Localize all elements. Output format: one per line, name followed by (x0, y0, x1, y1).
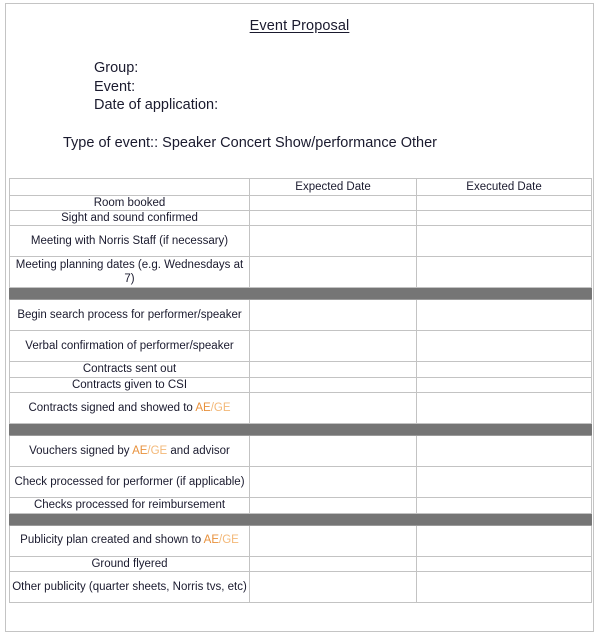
task-label-cell: Meeting planning dates (e.g. Wednesdays at 7) (10, 257, 250, 288)
task-label-cell: Meeting with Norris Staff (if necessary) (10, 226, 250, 257)
expected-date-cell[interactable] (250, 226, 417, 257)
page-title (6, 18, 593, 34)
task-label-cell: Ground flyered (10, 556, 250, 571)
executed-date-cell[interactable] (417, 226, 592, 257)
table-header-executed-date: Executed Date (417, 178, 592, 195)
table-header-expected-date: Expected Date (250, 178, 417, 195)
accent-ae-text: AE (195, 401, 211, 414)
expected-date-cell[interactable] (250, 195, 417, 210)
executed-date-cell[interactable] (417, 377, 592, 392)
expected-date-cell[interactable] (250, 377, 417, 392)
section-separator-row (10, 288, 592, 300)
expected-date-cell[interactable] (250, 571, 417, 602)
section-separator-row (10, 424, 592, 436)
accent-ge-text: /GE (219, 534, 239, 547)
section-separator-cell (10, 424, 250, 436)
task-label-cell: Publicity plan created and shown to AE/GE (10, 525, 250, 556)
document-page (5, 3, 594, 632)
task-label-cell: Contracts signed and showed to AE/GE (10, 393, 250, 424)
field-block (6, 59, 593, 115)
table-row (10, 300, 592, 331)
task-label-cell: Sight and sound confirmed (10, 210, 250, 225)
event-type-line: Type of event:: Speaker Concert Show/performance Other (63, 134, 437, 151)
expected-date-cell[interactable] (250, 362, 417, 377)
expected-date-cell[interactable] (250, 210, 417, 225)
task-label-cell: Checks processed for reimbursement (10, 498, 250, 513)
table-row (10, 210, 592, 225)
accent-ae-text: AE (203, 534, 219, 547)
executed-date-cell[interactable] (417, 393, 592, 424)
table-row (10, 393, 592, 424)
expected-date-cell[interactable] (250, 331, 417, 362)
accent-ge-text: /GE (147, 444, 168, 457)
executed-date-cell[interactable] (417, 300, 592, 331)
section-separator-row (10, 513, 592, 525)
checklist-table-body (10, 178, 592, 602)
expected-date-cell[interactable] (250, 525, 417, 556)
expected-date-cell[interactable] (250, 498, 417, 513)
field-group: Group: (94, 60, 139, 76)
field-date-of-application: Date of application: (94, 97, 219, 113)
executed-date-cell[interactable] (417, 331, 592, 362)
table-row (10, 257, 592, 288)
executed-date-cell[interactable] (417, 436, 592, 467)
expected-date-cell[interactable] (250, 257, 417, 288)
expected-date-cell[interactable] (250, 300, 417, 331)
page-title-text: Event Proposal (249, 18, 350, 34)
accent-ge-text: /GE (210, 401, 231, 414)
executed-date-cell[interactable] (417, 556, 592, 571)
section-separator-cell (417, 513, 592, 525)
section-separator-cell (417, 288, 592, 300)
section-separator-cell (250, 288, 417, 300)
executed-date-cell[interactable] (417, 257, 592, 288)
section-separator-cell (10, 288, 250, 300)
task-label-cell: Vouchers signed by AE/GE and advisor (10, 436, 250, 467)
executed-date-cell[interactable] (417, 195, 592, 210)
section-separator-cell (417, 424, 592, 436)
task-label-cell: Contracts sent out (10, 362, 250, 377)
table-row (10, 467, 592, 498)
table-header-row (10, 178, 592, 195)
table-row (10, 556, 592, 571)
expected-date-cell[interactable] (250, 393, 417, 424)
table-row (10, 498, 592, 513)
task-label-cell: Contracts given to CSI (10, 377, 250, 392)
table-row (10, 436, 592, 467)
section-separator-cell (10, 513, 250, 525)
table-header-label-col (10, 178, 250, 195)
task-label-cell: Room booked (10, 195, 250, 210)
section-separator-cell (250, 424, 417, 436)
table-row (10, 362, 592, 377)
checklist-table (9, 178, 592, 603)
executed-date-cell[interactable] (417, 362, 592, 377)
accent-ae-text: AE (132, 444, 148, 457)
task-label-cell: Begin search process for performer/speaker (10, 300, 250, 331)
executed-date-cell[interactable] (417, 210, 592, 225)
table-row (10, 226, 592, 257)
table-row (10, 525, 592, 556)
table-row (10, 571, 592, 602)
expected-date-cell[interactable] (250, 436, 417, 467)
table-row (10, 331, 592, 362)
table-row (10, 195, 592, 210)
executed-date-cell[interactable] (417, 467, 592, 498)
table-row (10, 377, 592, 392)
executed-date-cell[interactable] (417, 498, 592, 513)
executed-date-cell[interactable] (417, 571, 592, 602)
task-label-cell: Check processed for performer (if applicable) (10, 467, 250, 498)
checklist-table-wrap (6, 178, 593, 603)
section-separator-cell (250, 513, 417, 525)
expected-date-cell[interactable] (250, 467, 417, 498)
task-label-cell: Other publicity (quarter sheets, Norris tvs, etc) (10, 571, 250, 602)
expected-date-cell[interactable] (250, 556, 417, 571)
field-event: Event: (94, 78, 136, 95)
executed-date-cell[interactable] (417, 525, 592, 556)
task-label-cell: Verbal confirmation of performer/speaker (10, 331, 250, 362)
